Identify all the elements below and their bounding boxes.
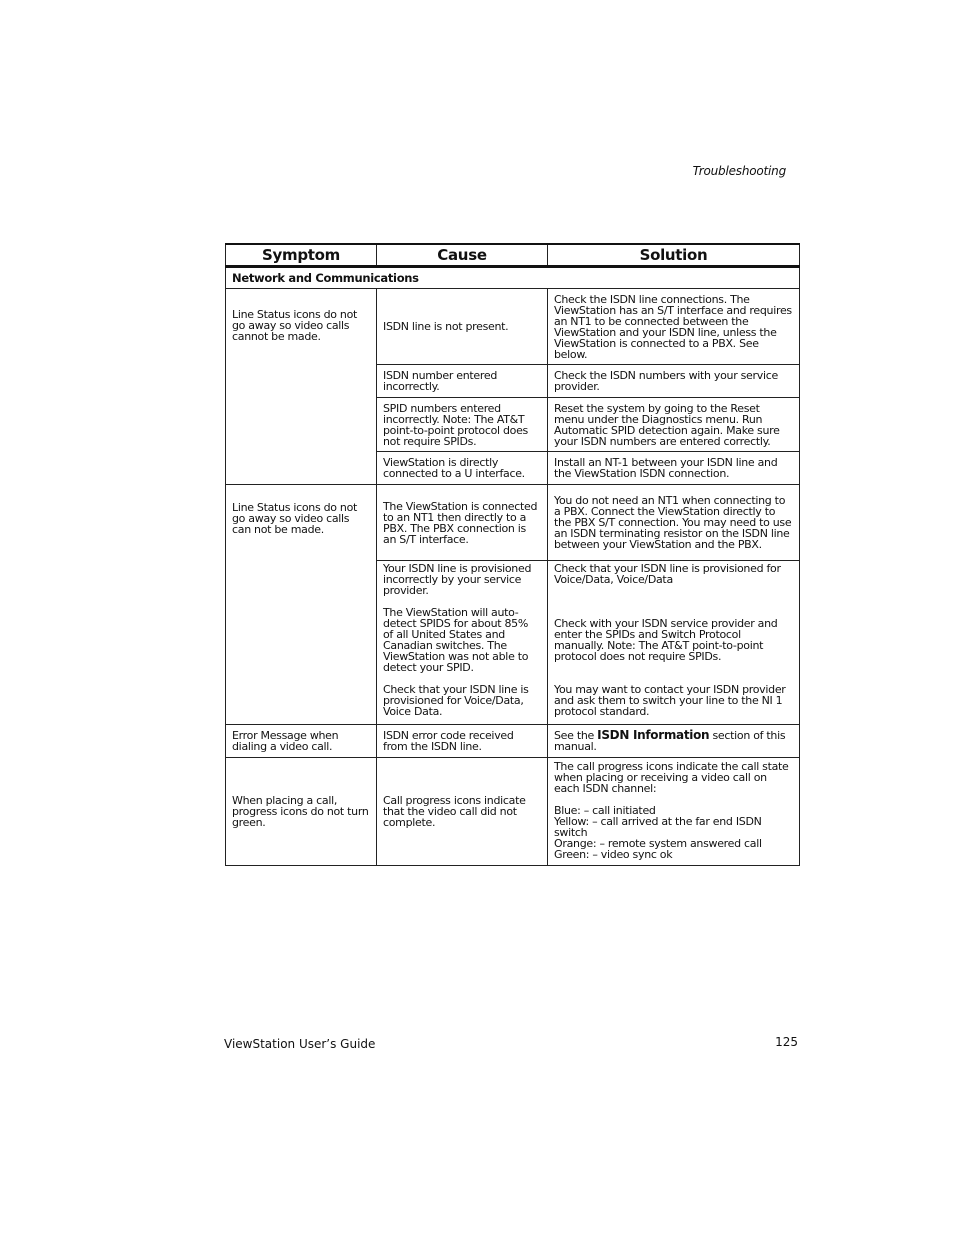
- symptom-cell: When placing a call, progress icons do not turn green.: [226, 758, 377, 866]
- cause-line: Check that your ISDN line is provisioned for Voice/Data, Voice Data.: [383, 683, 529, 718]
- solution-cell: Reset the system by going to the Reset menu under the Diagnostics menu. Run Automatic SPID detection again. Make sure your ISDN numbers are entered correctly.: [548, 398, 800, 452]
- solution-cell: Install an NT-1 between your ISDN line and the ViewStation ISDN connection.: [548, 452, 800, 485]
- progress-intro: The call progress icons indicate the call state when placing or receiving a video call on each ISDN channel:: [554, 760, 789, 795]
- table-row: [226, 758, 800, 866]
- solution-line: Check with your ISDN service provider and enter the SPIDs and Switch Protocol manually. Note: The AT&T point-to-point protocol does not require SPIDs.: [554, 617, 778, 663]
- cause-cell: ViewStation is directly connected to a U interface.: [377, 452, 548, 485]
- footer-guide-title: ViewStation User’s Guide: [224, 1037, 376, 1051]
- cause-line: The ViewStation will auto-detect SPIDS for about 85% of all United States and Canadian switches. The ViewStation was not able to detect your SPID.: [383, 606, 529, 674]
- cause-cell: SPID numbers entered incorrectly. Note: The AT&T point-to-point protocol does not require SPIDs.: [377, 398, 548, 452]
- symptom-cell: Line Status icons do not go away so video calls can not be made.: [226, 485, 377, 725]
- cause-cell: ISDN error code received from the ISDN line.: [377, 725, 548, 758]
- table-row: [226, 289, 800, 365]
- table-header-row: [226, 244, 800, 267]
- table-row: [226, 725, 800, 758]
- symptom-cell: Error Message when dialing a video call.: [226, 725, 377, 758]
- solution-cell: [548, 725, 800, 758]
- section-title: Network and Communications: [226, 267, 800, 289]
- progress-state-green: Green: – video sync ok: [554, 848, 673, 861]
- header-symptom: Symptom: [226, 244, 377, 267]
- progress-state-blue: Blue: – call initiated: [554, 804, 656, 817]
- cause-line: Your ISDN line is provisioned incorrectly by your service provider.: [383, 562, 532, 597]
- solution-cell: You do not need an NT1 when connecting to a PBX. Connect the ViewStation directly to the PBX S/T connection. You may need to use an ISDN terminating resistor on the ISDN line between your ViewStation and the PBX.: [548, 485, 800, 561]
- page-number: 125: [775, 1035, 798, 1049]
- troubleshooting-table: [225, 243, 800, 866]
- solution-text: section of this manual.: [554, 729, 786, 753]
- cause-cell: [377, 561, 548, 725]
- solution-cell: [548, 561, 800, 725]
- solution-line: Check that your ISDN line is provisioned for Voice/Data, Voice/Data: [554, 562, 781, 586]
- header-cause: Cause: [377, 244, 548, 267]
- table-row: [226, 485, 800, 561]
- cause-cell: Call progress icons indicate that the video call did not complete.: [377, 758, 548, 866]
- solution-stack: [554, 563, 793, 717]
- cause-cell: ISDN line is not present.: [377, 289, 548, 365]
- progress-state-yellow: Yellow: – call arrived at the far end ISDN switch: [554, 815, 762, 839]
- progress-state-orange: Orange: – remote system answered call: [554, 837, 762, 850]
- solution-cell: Check the ISDN line connections. The ViewStation has an S/T interface and requires an NT1 to be connected between the ViewStation and your ISDN line, unless the ViewStation is connected to a PBX. See below.: [548, 289, 800, 365]
- symptom-cell: Line Status icons do not go away so video calls cannot be made.: [226, 289, 377, 485]
- cause-stack: [383, 563, 541, 717]
- solution-line: You may want to contact your ISDN provider and ask them to switch your line to the NI 1 protocol standard.: [554, 683, 786, 718]
- isdn-information-reference: ISDN Information: [597, 728, 710, 742]
- section-row: [226, 267, 800, 289]
- solution-cell: [548, 758, 800, 866]
- header-solution: Solution: [548, 244, 800, 267]
- cause-cell: ISDN number entered incorrectly.: [377, 365, 548, 398]
- solution-cell: Check the ISDN numbers with your service provider.: [548, 365, 800, 398]
- solution-text: See the: [554, 729, 598, 742]
- running-head: Troubleshooting: [692, 164, 786, 178]
- cause-cell: The ViewStation is connected to an NT1 then directly to a PBX. The PBX connection is an S/T interface.: [377, 485, 548, 561]
